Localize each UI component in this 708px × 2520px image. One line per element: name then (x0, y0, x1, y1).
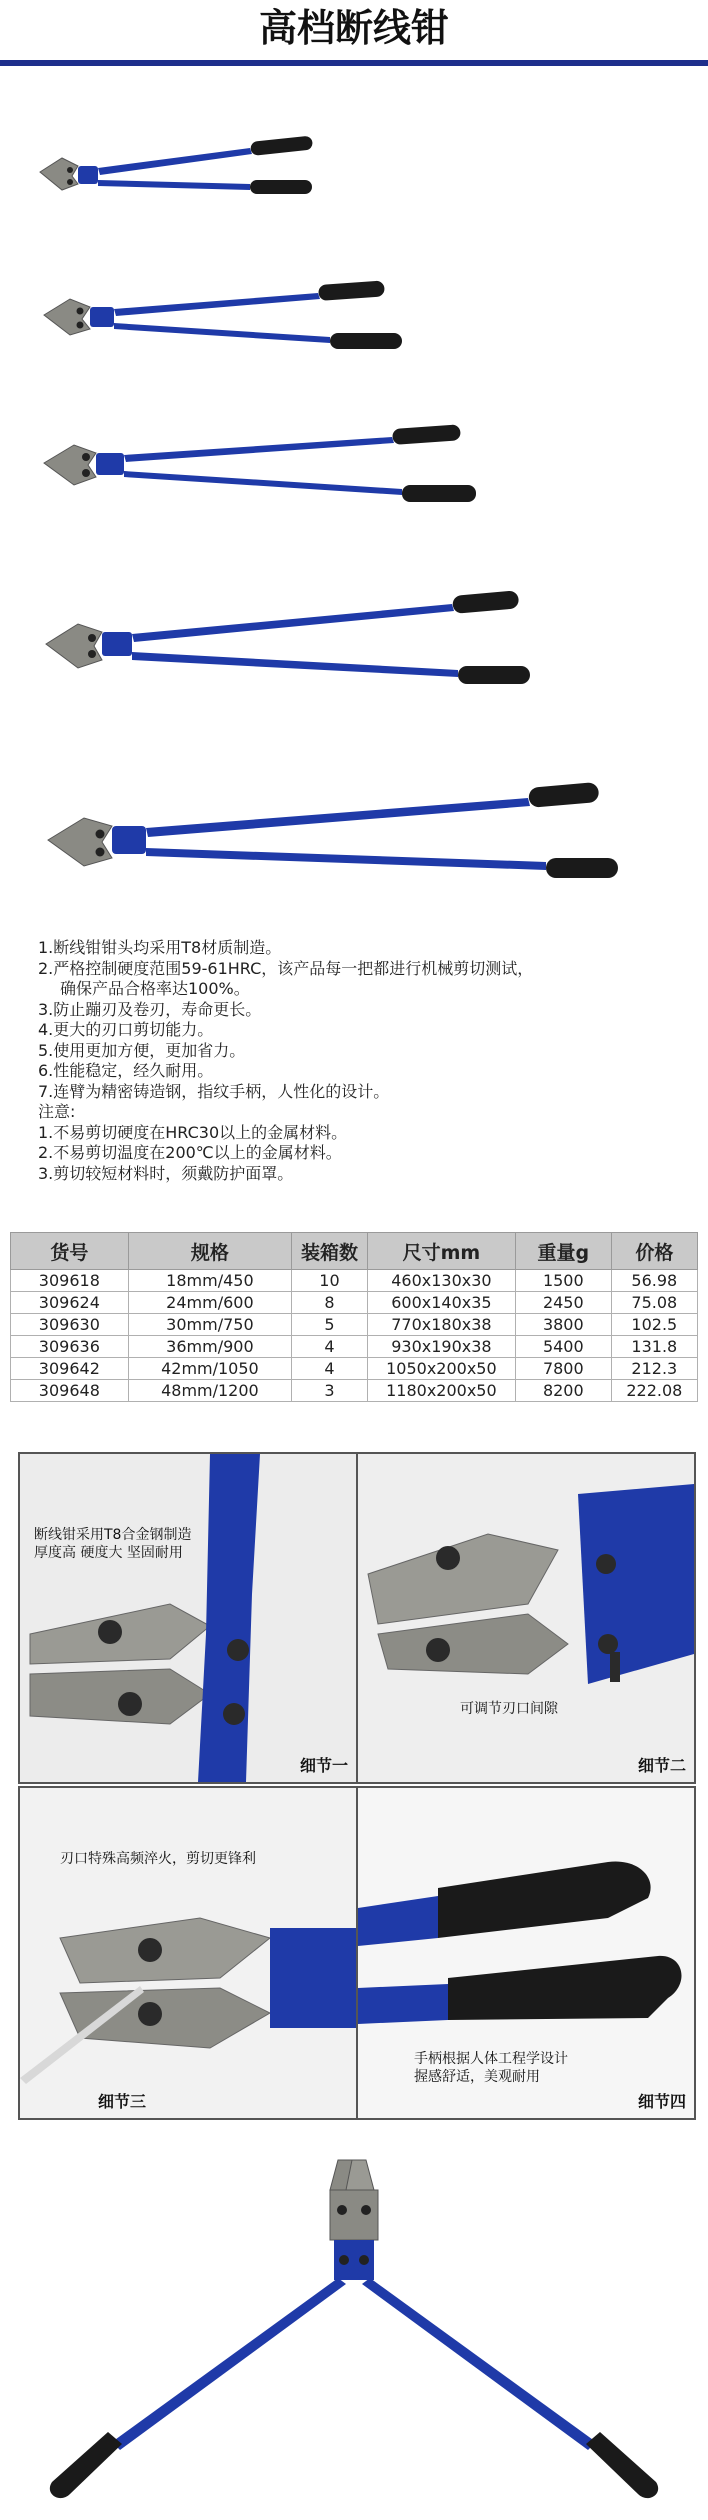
spec-item: 7.连臂为精密铸造钢，指纹手柄，人性化的设计。 (38, 1081, 390, 1101)
table-row (11, 1314, 698, 1336)
cell-size: 770x180x38 (367, 1314, 515, 1336)
cell-price: 212.3 (611, 1358, 697, 1380)
table-row (11, 1292, 698, 1314)
cell-sku: 309636 (11, 1336, 129, 1358)
detail-panel-1 (18, 1452, 358, 1784)
col-header-sku: 货号 (11, 1233, 129, 1270)
bolt-cutter-icon (0, 580, 708, 700)
spec-table (10, 1232, 698, 1402)
adjust-screw-icon (358, 1454, 694, 1782)
note-heading: 注意: (38, 1102, 76, 1121)
cell-qty: 3 (292, 1380, 368, 1402)
cell-weight: 5400 (515, 1336, 611, 1358)
cell-weight: 1500 (515, 1270, 611, 1292)
col-header-price: 价格 (611, 1233, 697, 1270)
note-item: 2.不易剪切温度在200℃以上的金属材料。 (38, 1143, 342, 1162)
product-image-1 (0, 128, 708, 218)
cell-sku: 309648 (11, 1380, 129, 1402)
product-image-3 (0, 405, 708, 515)
bolt-cutter-icon (0, 128, 708, 218)
spec-item: 5.使用更加方便，更加省力。 (38, 1040, 246, 1060)
bolt-cutter-icon (0, 265, 708, 365)
note-item: 3.剪切较短材料时，须戴防护面罩。 (38, 1163, 294, 1183)
cell-price: 222.08 (611, 1380, 697, 1402)
product-image-4 (0, 580, 708, 700)
col-header-qty: 装箱数 (292, 1233, 368, 1270)
cell-sku: 309618 (11, 1270, 129, 1292)
table-row (11, 1380, 698, 1402)
cell-sku: 309630 (11, 1314, 129, 1336)
cell-price: 102.5 (611, 1314, 697, 1336)
detail-panel-3 (18, 1786, 358, 2120)
table-header-row (11, 1233, 698, 1270)
cell-spec: 18mm/450 (128, 1270, 291, 1292)
bolt-cutter-open-icon (0, 2150, 708, 2510)
cell-price: 75.08 (611, 1292, 697, 1314)
table-row (11, 1270, 698, 1292)
cell-size: 600x140x35 (367, 1292, 515, 1314)
cell-size: 460x130x30 (367, 1270, 515, 1292)
spec-item: 确保产品合格率达100%。 (60, 979, 250, 998)
detail-label: 细节二 (637, 1756, 686, 1775)
spec-item: 4.更大的刃口剪切能力。 (38, 1020, 214, 1039)
product-image-2 (0, 265, 708, 365)
cell-price: 131.8 (611, 1336, 697, 1358)
spec-item: 3.防止蹦刃及卷刃，寿命更长。 (38, 999, 262, 1019)
col-header-size: 尺寸mm (367, 1233, 515, 1270)
page-title: 高档断线钳 (258, 6, 449, 50)
cell-spec: 30mm/750 (128, 1314, 291, 1336)
spec-item: 2.严格控制硬度范围59-61HRC，该产品每一把都进行机械剪切测试， (38, 958, 534, 978)
cell-weight: 3800 (515, 1314, 611, 1336)
table-row (11, 1358, 698, 1380)
cell-spec: 42mm/1050 (128, 1358, 291, 1380)
cell-size: 1180x200x50 (367, 1380, 515, 1402)
cell-size: 1050x200x50 (367, 1358, 515, 1380)
cell-weight: 7800 (515, 1358, 611, 1380)
cell-qty: 8 (292, 1292, 368, 1314)
detail-label: 细节四 (637, 2092, 686, 2111)
bolt-cutter-icon (0, 405, 708, 515)
table-row (11, 1336, 698, 1358)
detail-panel-4 (356, 1786, 696, 2120)
col-header-weight: 重量g (515, 1233, 611, 1270)
cell-sku: 309624 (11, 1292, 129, 1314)
cutting-edge-icon (20, 1788, 356, 2118)
title-underline (0, 60, 708, 66)
cell-qty: 10 (292, 1270, 368, 1292)
detail-caption: 断线钳采用T8合金钢制造 厚度高 硬度大 坚固耐用 (34, 1527, 192, 1561)
detail-panel-2 (356, 1452, 696, 1784)
spec-item: 6.性能稳定，经久耐用。 (38, 1061, 214, 1080)
spec-list (38, 938, 678, 1184)
detail-caption: 可调节刃口间隙 (460, 1701, 558, 1717)
detail-label: 细节三 (98, 2092, 147, 2111)
cell-size: 930x190x38 (367, 1336, 515, 1358)
cell-weight: 8200 (515, 1380, 611, 1402)
col-header-spec: 规格 (128, 1233, 291, 1270)
product-image-5 (0, 770, 708, 900)
detail-caption: 手柄根据人体工程学设计 握感舒适，美观耐用 (414, 2051, 568, 2085)
cell-qty: 4 (292, 1336, 368, 1358)
cell-qty: 4 (292, 1358, 368, 1380)
cell-price: 56.98 (611, 1270, 697, 1292)
cell-spec: 24mm/600 (128, 1292, 291, 1314)
cell-weight: 2450 (515, 1292, 611, 1314)
cell-spec: 48mm/1200 (128, 1380, 291, 1402)
cell-sku: 309642 (11, 1358, 129, 1380)
detail-caption: 刃口特殊高频淬火，剪切更锋利 (60, 1851, 256, 1867)
bolt-cutter-icon (0, 770, 708, 900)
cell-qty: 5 (292, 1314, 368, 1336)
detail-label: 细节一 (299, 1756, 348, 1775)
spec-item: 1.断线钳钳头均采用T8材质制造。 (38, 938, 282, 957)
product-image-open (0, 2150, 708, 2510)
cell-spec: 36mm/900 (128, 1336, 291, 1358)
note-item: 1.不易剪切硬度在HRC30以上的金属材料。 (38, 1122, 348, 1142)
cutter-head-icon (20, 1454, 356, 1782)
